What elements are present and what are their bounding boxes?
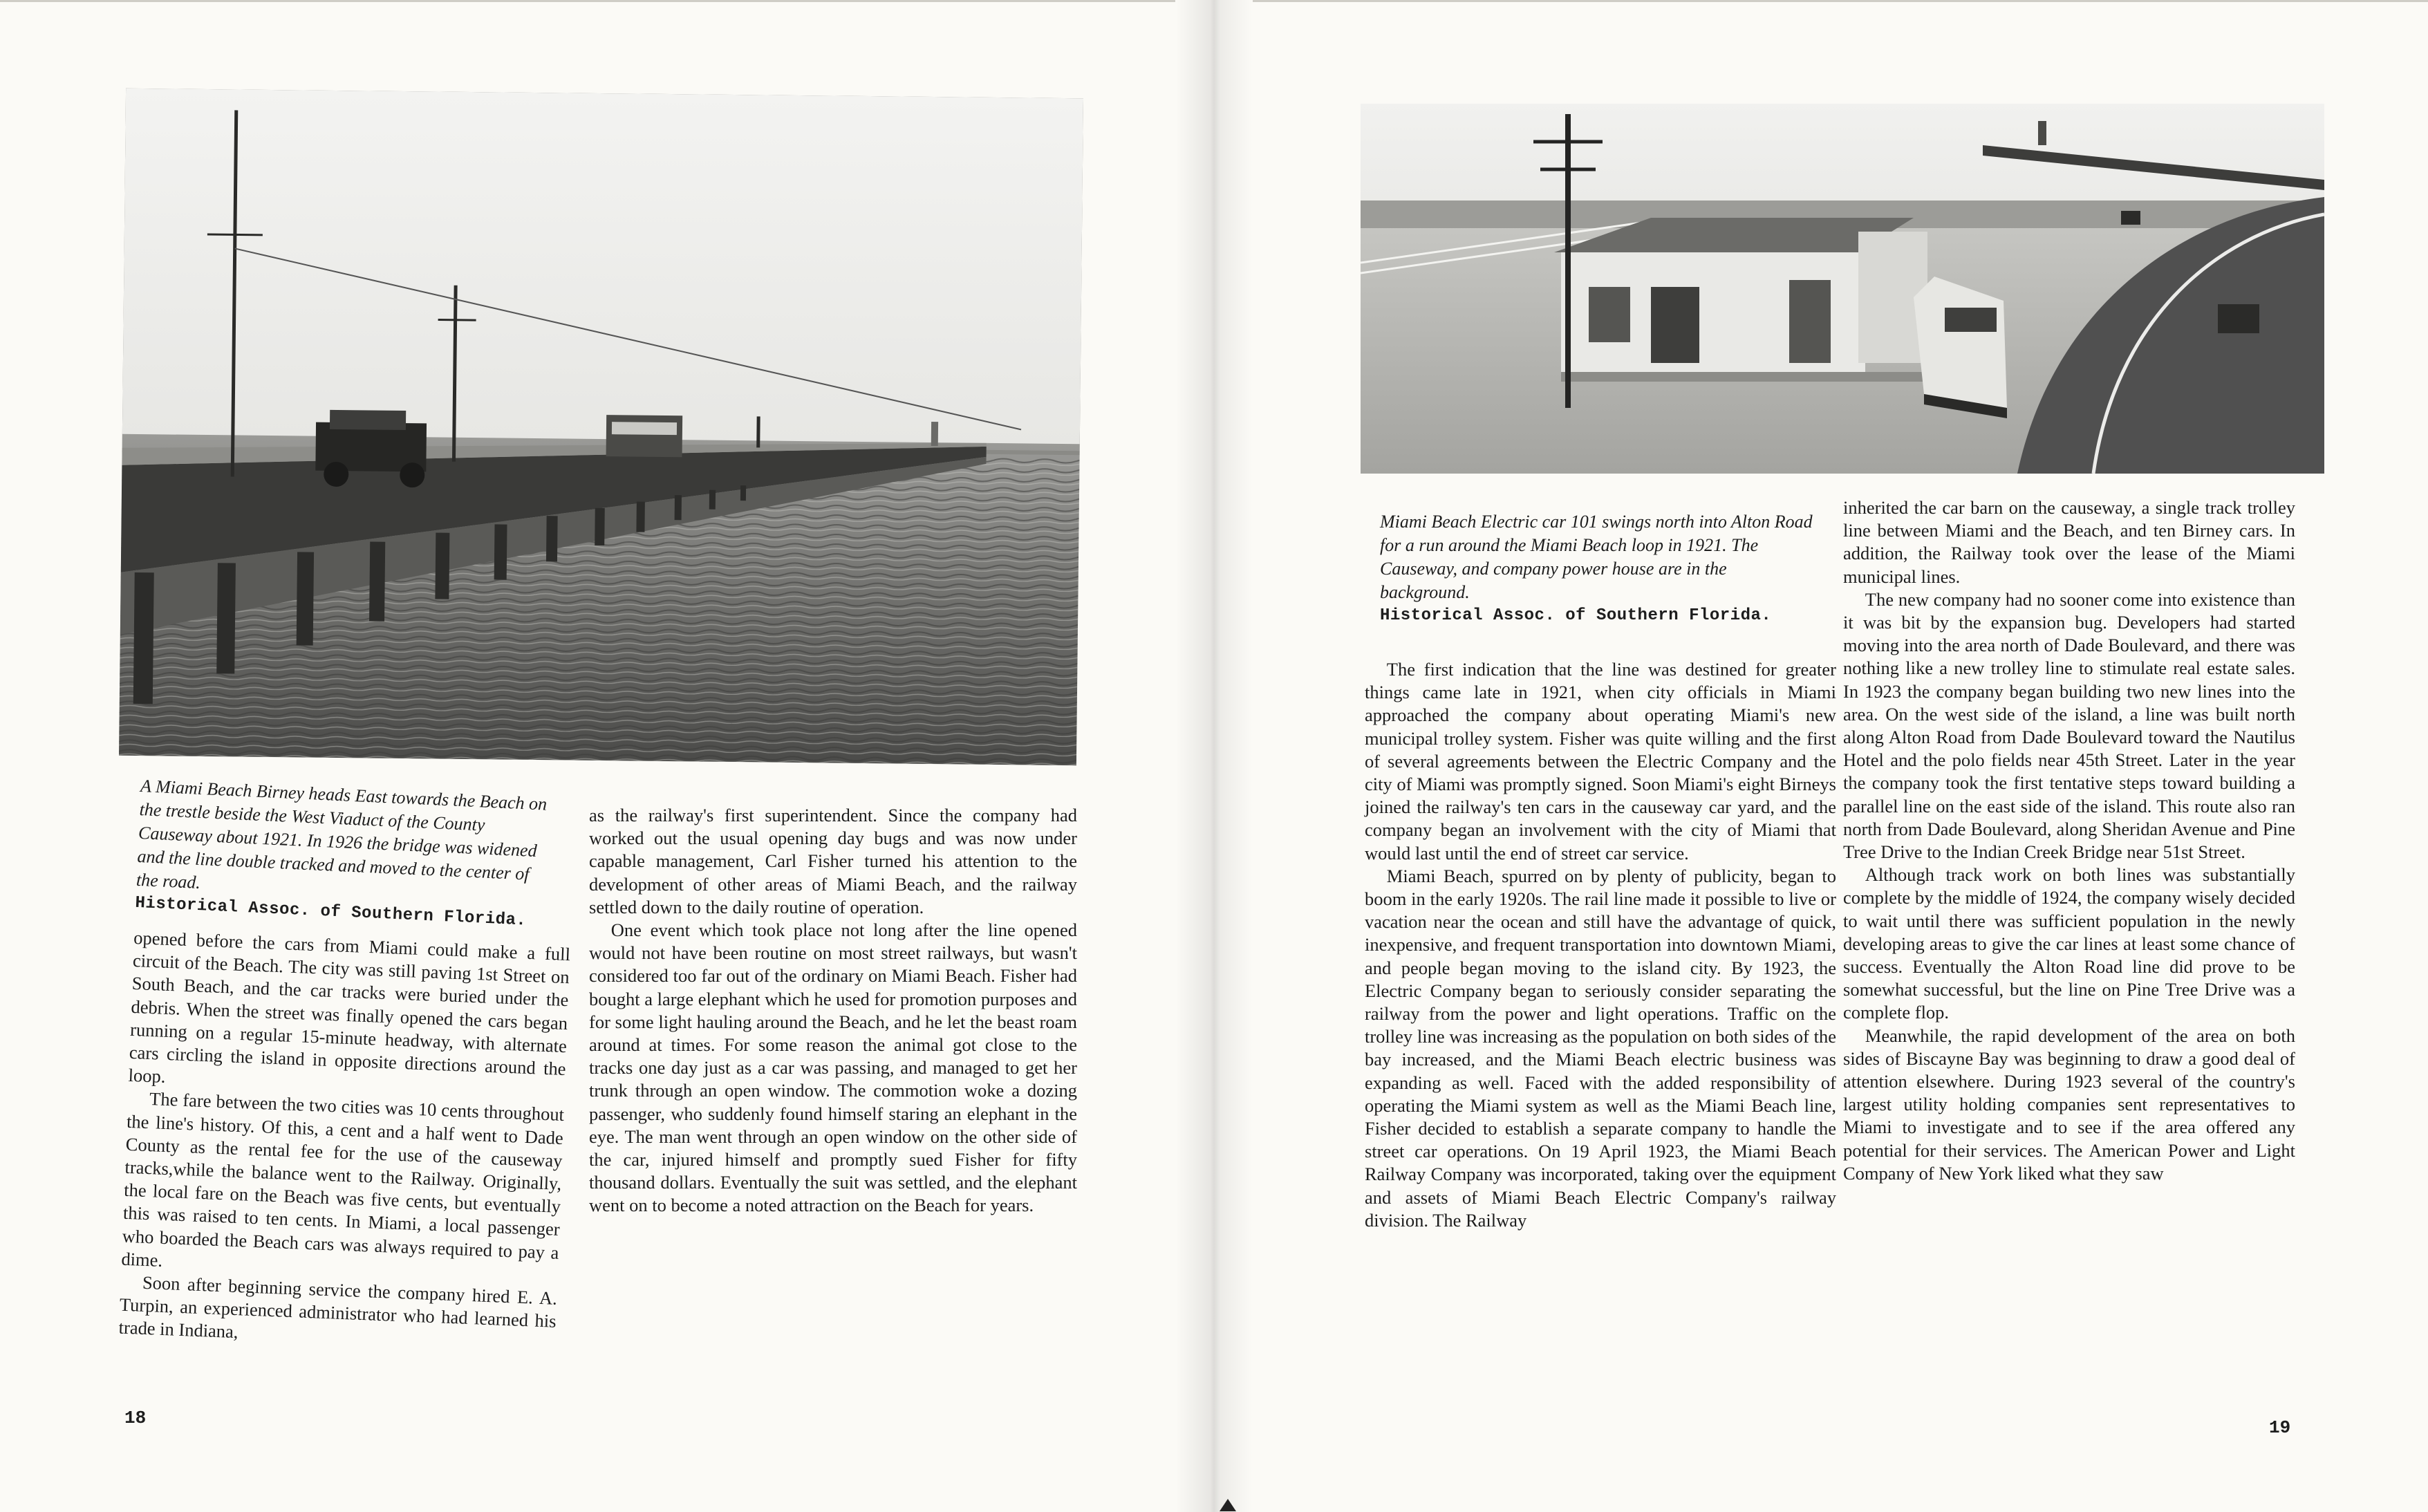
paragraph: Soon after beginning service the company hired E. A. Turpin, an experienced administrator who had learned his trade in Indiana, bbox=[118, 1271, 558, 1343]
paragraph: The new company had no sooner come into existence than it was bit by the expansion bug. Developers had started moving into the area north of Dade Boulevard, and there was nothing like a new trolley line to stimulate real estate sales. In 1923 the company began building two new lines into the area. On the west side of the island, a line was built north along Alton Road from Dade Boulevard toward the Nautilus Hotel and the polo fields near 45th Street. Later in the year the company took the first tentative steps toward building a parallel line on the east side of the island. This route also ran north from Dade Boulevard, along Sheridan Avenue and Pine Tree Drive to the Indian Creek Bridge near 51st Street. bbox=[1843, 588, 2295, 863]
right-page bbox=[1214, 0, 2428, 1512]
trestle-photograph bbox=[119, 88, 1083, 765]
right-caption-text: Miami Beach Electric car 101 swings north into Alton Road for a run around the Miami Beach loop in 1921. The Causeway, and company power house are in the background. bbox=[1380, 512, 1813, 602]
right-photo-caption bbox=[1380, 510, 1815, 628]
right-caption-credit: Historical Assoc. of Southern Florida. bbox=[1380, 606, 1772, 625]
paragraph: Meanwhile, the rapid development of the area on both sides of Biscayne Bay was beginning to draw a good deal of attention elsewhere. During 1923 several of the country's largest utility holding companies sent representatives to Miami to investigate and to see if the area offered any potential for their services. The American Power and Light Company of New York liked what they saw bbox=[1843, 1025, 2295, 1184]
paragraph: One event which took place not long after the line opened would not have been routine on most street railways, but wasn't considered too far out of the ordinary on Miami Beach. Fisher had bought a large elephant which he used for promotion purposes and for some light hauling around the Beach, and he let the beast roam around at times. For some reason the animal got close to the tracks one day just as a car was passing, and managed to get her trunk through an open window. The commotion woke a dozing passenger, who suddenly found himself staring an elephant in the eye. The man went through an open window on the other side of the car, injured himself and promptly sued Fisher for fifty thousand dollars. Eventually the suit was settled, and the elephant went on to become a noted attraction on the Beach for years. bbox=[589, 920, 1078, 1216]
left-caption-credit: Historical Assoc. of Southern Florida. bbox=[134, 893, 527, 931]
right-column-2 bbox=[1843, 496, 2295, 1185]
right-column-1 bbox=[1365, 658, 1836, 1232]
page-edge-rule bbox=[1253, 0, 2428, 2]
page-number-right: 19 bbox=[2269, 1417, 2291, 1438]
left-column-1 bbox=[118, 926, 570, 1356]
paragraph: Although track work on both lines was substantially complete by the middle of 1924, the company wisely decided to wait until there was sufficient population in the newly developing areas to give the car lines at least some chance of success. Eventually the Alton Road line did prove to be somewhat successful, but the line on Pine Tree Drive was a complete flop. bbox=[1843, 864, 2295, 1023]
alton-road-photograph bbox=[1361, 104, 2324, 474]
paragraph: opened before the cars from Miami could make a full circuit of the Beach. The city was still paving 1st Street on South Beach, and the car tracks were buried under the debris. When the street was finally opened the cars began running on a regular 15-minute headway, with alternate cars circling the island in opposite directions around the loop. bbox=[128, 926, 571, 1088]
page-edge-rule bbox=[0, 0, 1175, 2]
left-caption-text: A Miami Beach Birney heads East towards the Beach on the trestle beside the West Viaduct of the County Causeway about 1921. In 1926 the bridge was widened and the line double tracked and moved to the center of the road. bbox=[136, 775, 548, 893]
paragraph: Miami Beach, spurred on by plenty of publicity, began to boom in the early 1920s. The rail line made it possible to live or vacation near the ocean and still have the advantage of quick, inexpensive, and frequent transportation into downtown Miami, and people began moving to the island city. By 1923, the Electric Company began to seriously consider separating the railway from the power and light operations. Traffic on the trolley line was increasing as the population on both sides of the bay increased, and the Miami Beach electric business was expanding as well. Faced with the added responsibility of operating the Miami system as well as the Miami Beach line, Fisher decided to establish a separate company to handle the street car operations. On 19 April 1923, the Miami Beach Railway Company was incorporated, taking over the equipment and assets of Miami Beach Electric Company's railway division. The Railway bbox=[1365, 865, 1836, 1231]
left-photo-caption bbox=[135, 774, 559, 934]
page-number-left: 18 bbox=[124, 1408, 147, 1428]
paragraph: as the railway's first superintendent. Since the company had worked out the usual opening day bugs and was now under capable management, Carl Fisher turned his attention to the development of other areas of Miami Beach, and the railway settled down to the daily routine of operation. bbox=[589, 805, 1077, 917]
paragraph: The fare between the two cities was 10 cents throughout the line's history. Of this, a cent and a half went to Dade County as the rental fee for the use of the causeway tracks,while the balance went to the Railway. Originally, the local fare on the Beach was five cents, but eventually this was raised to ten cents. In Miami, a local passenger who boarded the Beach cars was always required to pay a dime. bbox=[120, 1088, 565, 1271]
left-column-2 bbox=[589, 804, 1077, 1217]
paragraph: The first indication that the line was destined for greater things came late in 1921, when city officials in Miami approached the company about operating Miami's new municipal trolley system. Fisher was quite willing and the first of several agreements between the Electric Company and the city of Miami was promptly signed. Soon Miami's eight Birneys joined the railway's ten cars in the causeway car yard, and the company began an involvement with the city of Miami that would last until the end of street car service. bbox=[1365, 659, 1836, 864]
spine-marker-icon bbox=[1220, 1499, 1236, 1511]
paragraph: inherited the car barn on the causeway, a single track trolley line between Miami and the Beach, and ten Birney cars. In addition, the Railway took over the lease of the Miami municipal lines. bbox=[1843, 497, 2295, 587]
